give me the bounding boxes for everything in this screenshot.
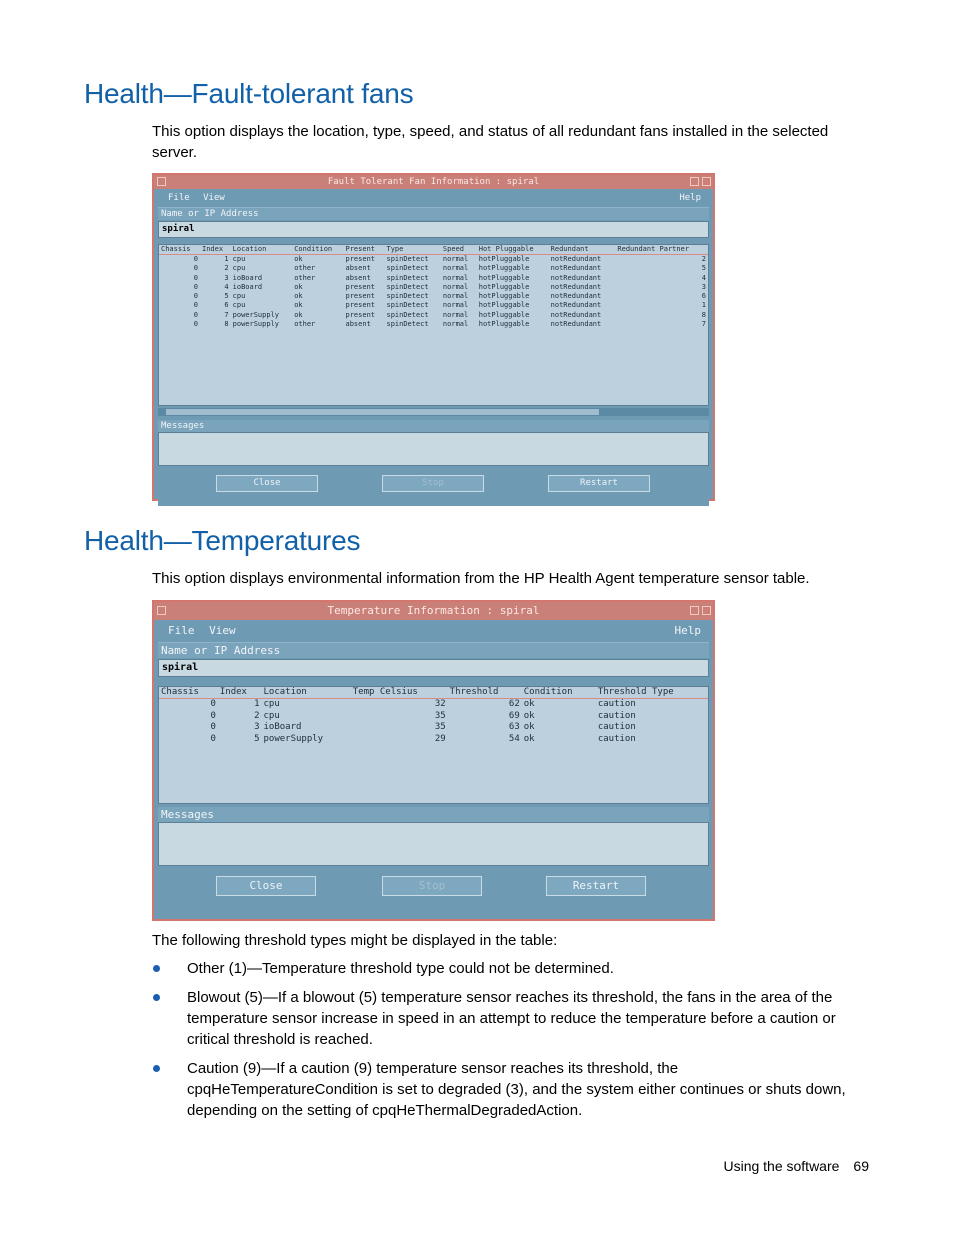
close-button[interactable]: Close — [216, 475, 318, 492]
table-cell: notRedundant — [550, 301, 602, 310]
page-footer — [723, 1158, 869, 1174]
table-cell: normal — [442, 292, 469, 301]
table-cell: 4 — [224, 282, 229, 291]
column-header: Chassis — [159, 687, 218, 699]
table-cell: 63 — [508, 722, 520, 733]
table-cell: absent — [345, 264, 371, 273]
threshold-intro: The following threshold types might be displayed in the table: — [152, 932, 558, 949]
table-cell: notRedundant — [550, 310, 602, 319]
table-cell: other — [294, 273, 316, 282]
table-cell: hotPluggable — [478, 273, 530, 282]
maximize-icon[interactable] — [702, 177, 711, 186]
table-row[interactable] — [159, 311, 708, 320]
table-cell: 0 — [193, 301, 198, 310]
button-row — [158, 866, 709, 910]
table-row[interactable] — [159, 274, 708, 283]
column-header: Speed — [441, 245, 477, 255]
table-cell: 2 — [254, 710, 260, 721]
table-cell: other — [294, 264, 316, 273]
maximize-icon[interactable] — [702, 606, 711, 615]
table-row[interactable] — [159, 734, 708, 746]
menu-view[interactable]: View — [209, 624, 236, 637]
section-heading-fans: Health—Fault-tolerant fans — [84, 78, 414, 109]
column-header: Index — [200, 245, 231, 255]
column-header: Index — [218, 687, 262, 699]
table-cell: 32 — [434, 699, 446, 709]
menu-help[interactable]: Help — [679, 193, 701, 203]
table-cell: 35 — [434, 710, 446, 721]
column-header: Type — [384, 245, 440, 255]
table-cell: caution — [597, 699, 636, 709]
table-cell: caution — [597, 722, 636, 733]
bullet-text: Caution (9)—If a caution (9) temperature sensor reaches its threshold, the cpqHeTemperatureCondition is set to degraded (3), and the system either continues or shuts down, depending on the setting of cpqHeThermalDegradedAction. — [187, 1060, 846, 1119]
messages-area[interactable] — [158, 822, 709, 866]
threshold-type-list — [152, 958, 862, 1129]
temperature-table-header — [159, 687, 708, 699]
table-cell: cpu — [232, 301, 246, 310]
horizontal-scrollbar[interactable] — [158, 408, 709, 416]
minimize-icon[interactable] — [690, 606, 699, 615]
table-cell: normal — [442, 310, 469, 319]
bullet-text: Other (1)—Temperature threshold type could not be determined. — [187, 960, 614, 977]
footer-section: Using the software — [723, 1158, 840, 1174]
column-header: Redundant Partner — [615, 245, 708, 255]
table-cell: ok — [294, 292, 303, 301]
temperature-info-window — [152, 600, 715, 921]
table-cell: hotPluggable — [478, 264, 530, 273]
table-cell: 6 — [224, 301, 229, 310]
address-input[interactable]: spiral — [158, 659, 709, 677]
button-row — [158, 466, 709, 506]
table-cell: caution — [597, 733, 636, 744]
column-header: Chassis — [159, 245, 200, 255]
table-cell: 0 — [210, 710, 216, 721]
table-row[interactable] — [159, 292, 708, 301]
column-header: Hot Pluggable — [477, 245, 549, 255]
table-cell: normal — [442, 320, 469, 329]
table-cell: spinDetect — [386, 273, 429, 282]
column-header: Condition — [522, 687, 596, 699]
table-cell: 0 — [193, 320, 198, 329]
table-cell: 5 — [701, 264, 706, 273]
table-cell: 0 — [193, 273, 198, 282]
table-cell: hotPluggable — [478, 320, 530, 329]
menu-help[interactable]: Help — [674, 624, 701, 637]
column-header: Location — [231, 245, 293, 255]
table-cell: normal — [442, 301, 469, 310]
address-label: Name or IP Address — [158, 208, 709, 220]
table-cell: ioBoard — [263, 722, 302, 733]
table-cell: 0 — [193, 255, 198, 263]
fan-table-header — [159, 245, 708, 255]
messages-area[interactable] — [158, 432, 709, 466]
stop-button[interactable]: Stop — [382, 876, 482, 896]
minimize-icon[interactable] — [690, 177, 699, 186]
table-cell: other — [294, 320, 316, 329]
table-cell: notRedundant — [550, 273, 602, 282]
table-cell: powerSupply — [232, 320, 279, 329]
table-row[interactable] — [159, 722, 708, 734]
table-cell: ioBoard — [232, 282, 263, 291]
table-cell: 5 — [224, 292, 229, 301]
table-cell: notRedundant — [550, 255, 602, 263]
table-cell: 8 — [224, 320, 229, 329]
table-cell: hotPluggable — [478, 310, 530, 319]
table-cell: normal — [442, 273, 469, 282]
table-cell: spinDetect — [386, 264, 429, 273]
table-cell: absent — [345, 320, 371, 329]
table-cell: powerSupply — [232, 310, 279, 319]
close-button[interactable]: Close — [216, 876, 316, 896]
table-cell: spinDetect — [386, 310, 429, 319]
table-cell: spinDetect — [386, 292, 429, 301]
table-cell: 0 — [210, 733, 216, 744]
bullet-icon — [153, 994, 160, 1001]
table-row[interactable] — [159, 320, 708, 329]
scrollbar-thumb[interactable] — [166, 409, 599, 415]
table-cell: hotPluggable — [478, 255, 530, 263]
column-header: Present — [344, 245, 385, 255]
table-cell: absent — [345, 273, 371, 282]
table-cell: 2 — [224, 264, 229, 273]
table-cell: 0 — [193, 264, 198, 273]
table-cell: normal — [442, 282, 469, 291]
table-cell: 0 — [193, 310, 198, 319]
window-titlebar[interactable] — [154, 602, 713, 620]
table-cell: cpu — [232, 292, 246, 301]
column-header: Location — [262, 687, 351, 699]
table-cell: spinDetect — [386, 255, 429, 263]
table-row[interactable] — [159, 699, 708, 711]
table-cell: ok — [294, 282, 303, 291]
window-menu-icon[interactable] — [157, 177, 166, 186]
restart-button[interactable]: Restart — [546, 876, 646, 896]
table-cell: present — [345, 310, 376, 319]
bullet-icon — [153, 965, 160, 972]
temperature-table[interactable] — [158, 686, 709, 804]
table-cell: 3 — [224, 273, 229, 282]
table-cell: 0 — [193, 282, 198, 291]
table-cell: 7 — [224, 310, 229, 319]
temperatures-description: This option displays environmental information from the HP Health Agent temperature sensor table. — [152, 570, 810, 587]
table-cell: 3 — [701, 282, 706, 291]
table-cell: present — [345, 292, 376, 301]
window-title: Fault Tolerant Fan Information : spiral — [327, 177, 540, 187]
table-cell: ok — [523, 722, 535, 733]
table-cell: 62 — [508, 699, 520, 709]
menu-bar — [158, 620, 709, 643]
column-header: Threshold Type — [596, 687, 708, 699]
section-heading-temperatures: Health—Temperatures — [84, 525, 361, 556]
bullet-text: Blowout (5)—If a blowout (5) temperature sensor reaches its threshold, the fans in the area of the temperature sensor increase in speed in an attempt to reduce the temperature before a caution or critical threshold is reached. — [187, 989, 836, 1048]
table-cell: ok — [294, 310, 303, 319]
table-cell: ioBoard — [232, 273, 263, 282]
column-header: Redundant — [549, 245, 616, 255]
menu-file[interactable]: File — [168, 624, 195, 637]
table-cell: present — [345, 255, 376, 263]
table-cell: normal — [442, 255, 469, 263]
table-cell: ok — [523, 710, 535, 721]
table-cell: 29 — [434, 733, 446, 744]
table-row[interactable] — [159, 264, 708, 273]
table-cell: present — [345, 282, 376, 291]
table-row[interactable] — [159, 301, 708, 310]
window-title: Temperature Information : spiral — [327, 604, 540, 617]
address-label: Name or IP Address — [158, 643, 709, 658]
table-cell: cpu — [263, 710, 280, 721]
table-row[interactable] — [159, 283, 708, 292]
table-cell: ok — [523, 733, 535, 744]
table-cell: ok — [523, 699, 535, 709]
table-cell: hotPluggable — [478, 282, 530, 291]
table-cell: spinDetect — [386, 301, 429, 310]
table-cell: 0 — [210, 722, 216, 733]
table-cell: hotPluggable — [478, 292, 530, 301]
list-item — [152, 987, 862, 1050]
table-cell: 7 — [701, 320, 706, 329]
table-row[interactable] — [159, 711, 708, 723]
table-cell: 0 — [210, 699, 216, 709]
list-item — [152, 1058, 862, 1121]
window-titlebar[interactable] — [154, 175, 713, 189]
table-cell: notRedundant — [550, 282, 602, 291]
address-input[interactable]: spiral — [158, 221, 709, 238]
table-cell: 54 — [508, 733, 520, 744]
table-cell: 8 — [701, 310, 706, 319]
page-number: 69 — [853, 1158, 869, 1174]
column-header: Threshold — [448, 687, 522, 699]
table-cell: ok — [294, 255, 303, 263]
table-row[interactable] — [159, 255, 708, 265]
table-cell: notRedundant — [550, 264, 602, 273]
bullet-icon — [153, 1065, 160, 1072]
window-menu-icon[interactable] — [157, 606, 166, 615]
table-cell: spinDetect — [386, 320, 429, 329]
stop-button[interactable]: Stop — [382, 475, 484, 492]
table-cell: 4 — [701, 273, 706, 282]
list-item — [152, 958, 862, 979]
table-cell: 35 — [434, 722, 446, 733]
table-cell: 3 — [254, 722, 260, 733]
column-header: Condition — [292, 245, 343, 255]
restart-button[interactable]: Restart — [548, 475, 650, 492]
table-cell: hotPluggable — [478, 301, 530, 310]
table-cell: 0 — [193, 292, 198, 301]
table-cell: 1 — [224, 255, 229, 263]
table-cell: 1 — [701, 301, 706, 310]
menu-view[interactable]: View — [203, 193, 225, 203]
menu-file[interactable]: File — [168, 193, 190, 203]
table-cell: ok — [294, 301, 303, 310]
table-cell: 6 — [701, 292, 706, 301]
table-cell: cpu — [263, 699, 280, 709]
menu-bar — [158, 189, 709, 208]
table-cell: 5 — [254, 733, 260, 744]
table-cell: cpu — [232, 264, 246, 273]
fan-table[interactable] — [158, 244, 709, 406]
table-cell: spinDetect — [386, 282, 429, 291]
table-cell: caution — [597, 710, 636, 721]
table-cell: 1 — [254, 699, 260, 709]
messages-label: Messages — [158, 807, 709, 822]
table-cell: present — [345, 301, 376, 310]
table-cell: notRedundant — [550, 292, 602, 301]
table-cell: normal — [442, 264, 469, 273]
messages-label: Messages — [158, 420, 709, 432]
fans-description: This option displays the location, type, speed, and status of all redundant fans installed in the selected server. — [152, 123, 829, 161]
column-header: Temp Celsius — [351, 687, 448, 699]
table-cell: 2 — [701, 255, 706, 263]
table-cell: powerSupply — [263, 733, 324, 744]
table-cell: notRedundant — [550, 320, 602, 329]
table-cell: 69 — [508, 710, 520, 721]
fan-info-window — [152, 173, 715, 501]
table-cell: cpu — [232, 255, 246, 263]
